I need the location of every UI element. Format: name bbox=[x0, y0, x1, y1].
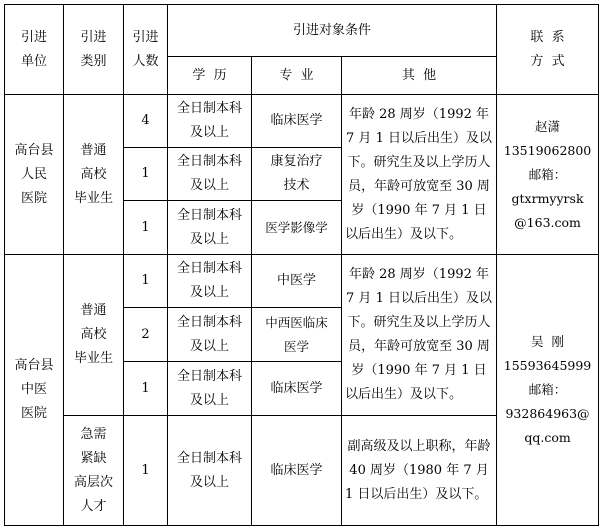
count-cell: 1 bbox=[124, 362, 168, 416]
header-unit: 引进 单位 bbox=[5, 5, 64, 95]
major-cell: 康复治疗 技术 bbox=[252, 148, 342, 201]
header-row bbox=[5, 5, 599, 57]
education-cell: 全日制本科 及以上 bbox=[168, 201, 252, 255]
header-category: 引进 类别 bbox=[64, 5, 124, 95]
other-cell: 年龄 28 周岁（1992 年 7 月 1 日以后出生）及以下。研究生及以上学历人员，年龄可放宽至 30 周岁（1990 年 7 月 1 日以后出生）及以下。 bbox=[342, 95, 497, 255]
count-cell: 1 bbox=[124, 148, 168, 201]
category-cell: 急需 紧缺 高层次 人才 bbox=[64, 416, 124, 526]
count-cell: 1 bbox=[124, 201, 168, 255]
other-cell: 副高级及以上职称，年龄 40 周岁（1980 年 7 月 1 日以后出生）及以下。 bbox=[342, 416, 497, 526]
education-cell: 全日制本科 及以上 bbox=[168, 95, 252, 148]
education-cell: 全日制本科 及以上 bbox=[168, 416, 252, 526]
major-cell: 临床医学 bbox=[252, 416, 342, 526]
unit-cell: 高台县 中医 医院 bbox=[5, 255, 64, 526]
category-cell: 普通 高校 毕业生 bbox=[64, 255, 124, 416]
major-cell: 临床医学 bbox=[252, 362, 342, 416]
header-major: 专 业 bbox=[252, 57, 342, 95]
education-cell: 全日制本科 及以上 bbox=[168, 362, 252, 416]
header-contact: 联 系 方 式 bbox=[497, 5, 599, 95]
major-cell: 医学影像学 bbox=[252, 201, 342, 255]
education-cell: 全日制本科 及以上 bbox=[168, 255, 252, 308]
count-cell: 1 bbox=[124, 416, 168, 526]
table-row bbox=[5, 255, 599, 308]
count-cell: 2 bbox=[124, 308, 168, 362]
table-row bbox=[5, 95, 599, 148]
recruitment-table bbox=[4, 4, 599, 526]
major-cell: 中医学 bbox=[252, 255, 342, 308]
header-conditions: 引进对象条件 bbox=[168, 5, 497, 57]
contact-cell: 吴 刚 15593645999 邮箱： 932864963@ qq.com bbox=[497, 255, 599, 526]
major-cell: 中西医临床 医学 bbox=[252, 308, 342, 362]
header-count: 引进 人数 bbox=[124, 5, 168, 95]
contact-cell: 赵潇 13519062800 邮箱： gtxrmyyrsk @163.com bbox=[497, 95, 599, 255]
unit-cell: 高台县 人民 医院 bbox=[5, 95, 64, 255]
header-education: 学 历 bbox=[168, 57, 252, 95]
count-cell: 4 bbox=[124, 95, 168, 148]
education-cell: 全日制本科 及以上 bbox=[168, 148, 252, 201]
education-cell: 全日制本科 及以上 bbox=[168, 308, 252, 362]
header-other: 其 他 bbox=[342, 57, 497, 95]
count-cell: 1 bbox=[124, 255, 168, 308]
other-cell: 年龄 28 周岁（1992 年 7 月 1 日以后出生）及以下。研究生及以上学历人员，年龄可放宽至 30 周岁（1990 年 7 月 1 日以后出生）及以下。 bbox=[342, 255, 497, 416]
category-cell: 普通 高校 毕业生 bbox=[64, 95, 124, 255]
major-cell: 临床医学 bbox=[252, 95, 342, 148]
